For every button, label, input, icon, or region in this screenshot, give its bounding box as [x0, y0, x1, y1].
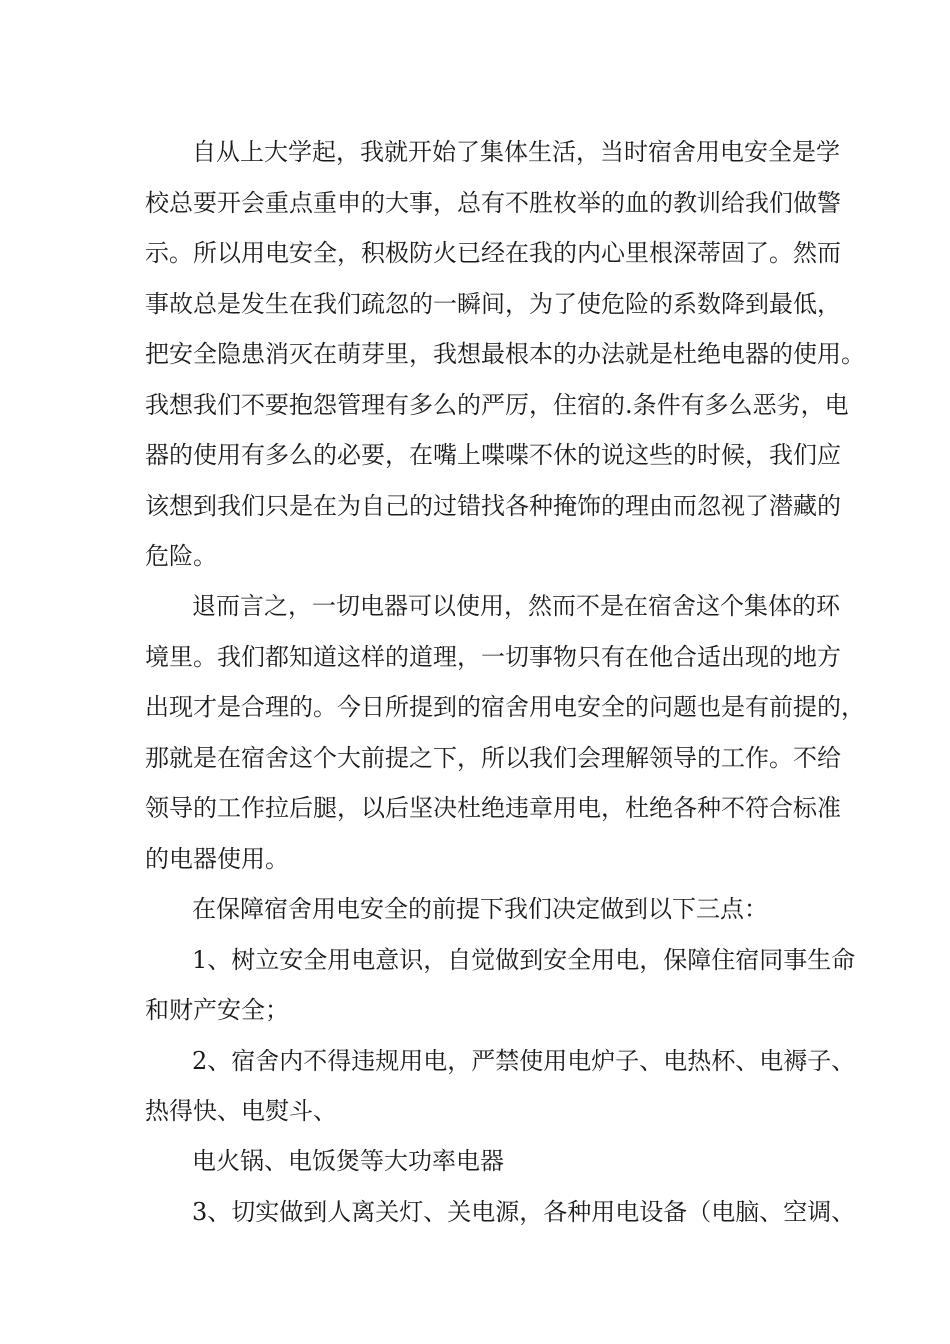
paragraph-6-line-1: 电火锅、电饭煲等大功率电器	[192, 1147, 504, 1175]
paragraph-2-line-3: 出现才是合理的。今日所提到的宿舍用电安全的问题也是有前提的，	[145, 693, 865, 721]
paragraph-4-line-1: 1、树立安全用电意识，自觉做到安全用电，保障住宿同事生命	[192, 946, 856, 974]
paragraph-2-line-2: 境里。我们都知道这样的道理，一切事物只有在他合适出现的地方	[145, 643, 841, 671]
paragraph-2-line-4: 那就是在宿舍这个大前提之下，所以我们会理解领导的工作。不给	[145, 744, 841, 772]
paragraph-1-line-6: 我想我们不要抱怨管理有多么的严厉，住宿的.条件有多么恶劣，电	[145, 391, 849, 419]
paragraph-3-line-1: 在保障宿舍用电安全的前提下我们决定做到以下三点：	[192, 895, 768, 923]
paragraph-2-line-6: 的电器使用。	[145, 845, 289, 873]
paragraph-1-line-8: 该想到我们只是在为自己的过错找各种掩饰的理由而忽视了潜藏的	[145, 492, 841, 520]
paragraph-1-line-1: 自从上大学起，我就开始了集体生活，当时宿舍用电安全是学	[192, 138, 840, 166]
paragraph-4-line-2: 和财产安全；	[145, 996, 289, 1024]
paragraph-2-line-1: 退而言之，一切电器可以使用，然而不是在宿舍这个集体的环	[192, 592, 840, 620]
paragraph-5-line-1: 2、宿舍内不得违规用电，严禁使用电炉子、电热杯、电褥子、	[192, 1047, 856, 1075]
paragraph-5-line-2: 热得快、电熨斗、	[145, 1097, 337, 1125]
paragraph-1-line-4: 事故总是发生在我们疏忽的一瞬间，为了使危险的系数降到最低，	[145, 290, 841, 318]
paragraph-2-line-5: 领导的工作拉后腿，以后坚决杜绝违章用电，杜绝各种不符合标准	[145, 794, 841, 822]
paragraph-1-line-9: 危险。	[145, 542, 217, 570]
paragraph-1-line-2: 校总要开会重点重申的大事，总有不胜枚举的血的教训给我们做警	[145, 189, 841, 217]
paragraph-1-line-3: 示。所以用电安全，积极防火已经在我的内心里根深蒂固了。然而	[145, 239, 841, 267]
paragraph-1-line-5: 把安全隐患消灭在萌芽里，我想最根本的办法就是杜绝电器的使用。	[145, 340, 865, 368]
paragraph-7-line-1: 3、切实做到人离关灯、关电源，各种用电设备（电脑、空调、	[192, 1198, 856, 1226]
paragraph-1-line-7: 器的使用有多么的必要，在嘴上喋喋不休的说这些的时候，我们应	[145, 441, 841, 469]
